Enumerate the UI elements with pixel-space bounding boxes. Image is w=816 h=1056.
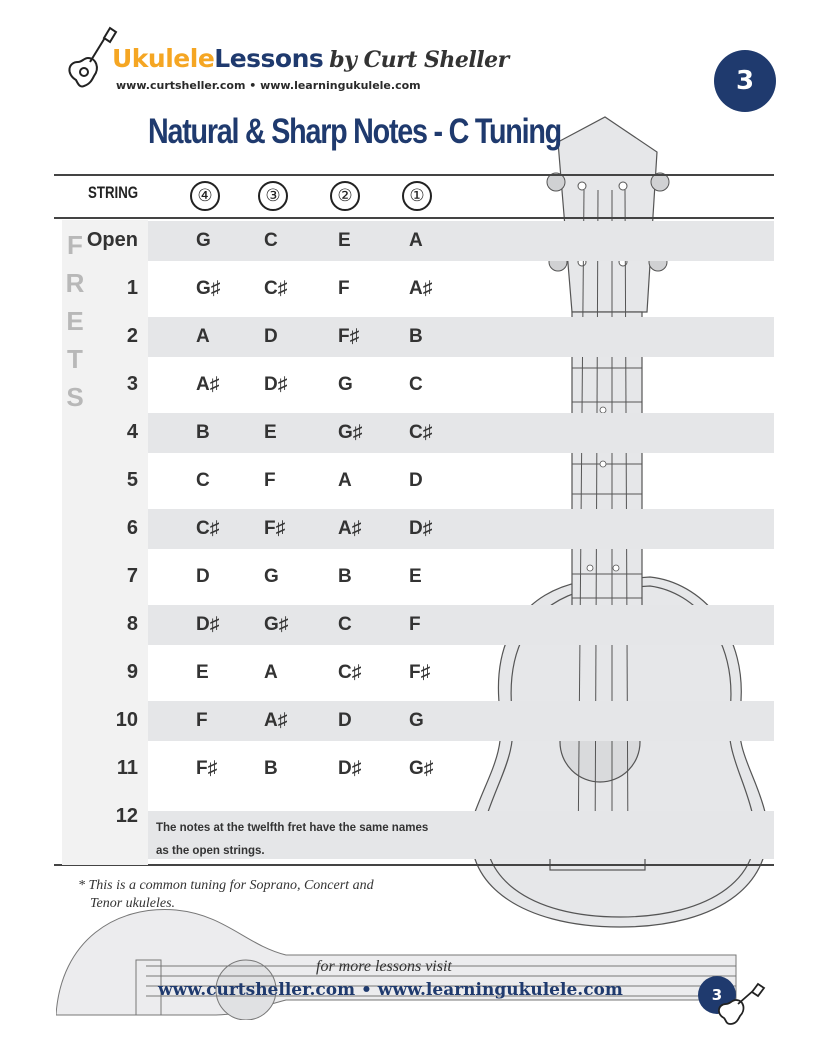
fret-number: 11 — [116, 757, 138, 779]
more-lessons-text: for more lessons visit — [316, 958, 452, 975]
footer-page-number: 3 — [698, 976, 736, 1014]
note-cell: A — [409, 230, 423, 251]
row-band — [148, 413, 774, 453]
note-cell: D — [264, 326, 278, 347]
fret-number: Open — [86, 229, 138, 251]
note-cell: G — [338, 374, 353, 395]
note-cell: D♯ — [409, 518, 433, 539]
fret-number: 6 — [126, 517, 138, 539]
fret-number: 5 — [126, 469, 138, 491]
note-cell: A♯ — [338, 518, 362, 539]
note-cell: C♯ — [338, 662, 362, 683]
string-number-3: ③ — [258, 181, 288, 211]
tuning-footnote — [78, 877, 458, 913]
note-cell: E — [196, 662, 209, 683]
string-number-1: ① — [402, 181, 432, 211]
page-number-badge: 3 — [714, 50, 776, 112]
note-cell: F — [196, 710, 208, 731]
table-top-rule — [54, 174, 774, 176]
note-cell: A♯ — [264, 710, 288, 731]
table-bottom-rule — [54, 864, 774, 866]
note-cell: A — [264, 662, 278, 683]
note-cell: F — [338, 278, 350, 299]
note-cell: D — [196, 566, 210, 587]
fret-number: 8 — [126, 613, 138, 635]
row-band — [148, 221, 774, 261]
note-cell: F♯ — [338, 326, 360, 347]
note-cell: G — [409, 710, 424, 731]
note-cell: A — [196, 326, 210, 347]
note-cell: C♯ — [409, 422, 433, 443]
note-cell: D♯ — [338, 758, 362, 779]
brand-lessons: Lessons — [214, 44, 324, 73]
note-cell: A — [338, 470, 352, 491]
brand-by: by Curt Sheller — [329, 47, 509, 73]
table-header-rule — [54, 217, 774, 219]
note-cell: F♯ — [264, 518, 286, 539]
twelfth-fret-note-line2: as the open strings. — [156, 845, 265, 857]
row-band — [148, 605, 774, 645]
note-cell: E — [409, 566, 422, 587]
note-cell: C — [196, 470, 210, 491]
note-cell: D — [409, 470, 423, 491]
note-cell: F — [264, 470, 276, 491]
note-cell: C♯ — [196, 518, 220, 539]
fret-number: 12 — [115, 805, 138, 827]
note-cell: D♯ — [264, 374, 288, 395]
note-cell: D — [338, 710, 352, 731]
note-cell: B — [409, 326, 423, 347]
row-band — [148, 317, 774, 357]
string-number-2: ② — [330, 181, 360, 211]
brand-ukulele: Ukulele — [112, 44, 215, 73]
note-cell: G — [196, 230, 211, 251]
note-cell: D♯ — [196, 614, 220, 635]
note-cell: F♯ — [409, 662, 431, 683]
note-cell: C — [264, 230, 278, 251]
note-cell: A♯ — [409, 278, 433, 299]
fret-number: 9 — [126, 661, 138, 683]
string-number-4: ④ — [190, 181, 220, 211]
note-cell: B — [338, 566, 352, 587]
note-cell: C — [338, 614, 352, 635]
note-cell: B — [264, 758, 278, 779]
fret-number: 10 — [115, 709, 138, 731]
note-cell: B — [196, 422, 210, 443]
note-cell: C — [409, 374, 423, 395]
footnote-line1: * This is a common tuning for Soprano, Concert and — [78, 878, 374, 893]
note-cell: G♯ — [338, 422, 363, 443]
note-cell: E — [338, 230, 351, 251]
frets-side-label: FRETS — [65, 230, 85, 412]
note-cell: G♯ — [264, 614, 289, 635]
footer-ukulele-icon — [714, 980, 770, 1032]
note-cell: A♯ — [196, 374, 220, 395]
fret-number: 7 — [126, 565, 138, 587]
fret-number: 3 — [126, 373, 138, 395]
string-header: STRING — [88, 183, 139, 202]
note-cell: F — [409, 614, 421, 635]
footer-urls[interactable]: www.curtsheller.com • www.learningukulele.com — [158, 980, 623, 1000]
note-cell: G♯ — [196, 278, 221, 299]
note-cell: G♯ — [409, 758, 434, 779]
fret-number: 2 — [126, 325, 138, 347]
note-cell: E — [264, 422, 277, 443]
note-cell: F♯ — [196, 758, 218, 779]
footnote-line2: Tenor ukuleles. — [90, 896, 176, 911]
fret-number: 1 — [126, 277, 138, 299]
page-title: Natural & Sharp Notes - C Tuning — [148, 112, 561, 151]
twelfth-fret-note — [156, 817, 476, 863]
row-band — [148, 701, 774, 741]
header-urls: www.curtsheller.com • www.learningukulele.com — [116, 79, 421, 92]
row-band — [148, 509, 774, 549]
note-cell: G — [264, 566, 279, 587]
fret-number: 4 — [126, 421, 138, 443]
brand-name — [112, 44, 509, 73]
twelfth-fret-note-line1: The notes at the twelfth fret have the same names — [156, 822, 429, 834]
note-cell: C♯ — [264, 278, 288, 299]
